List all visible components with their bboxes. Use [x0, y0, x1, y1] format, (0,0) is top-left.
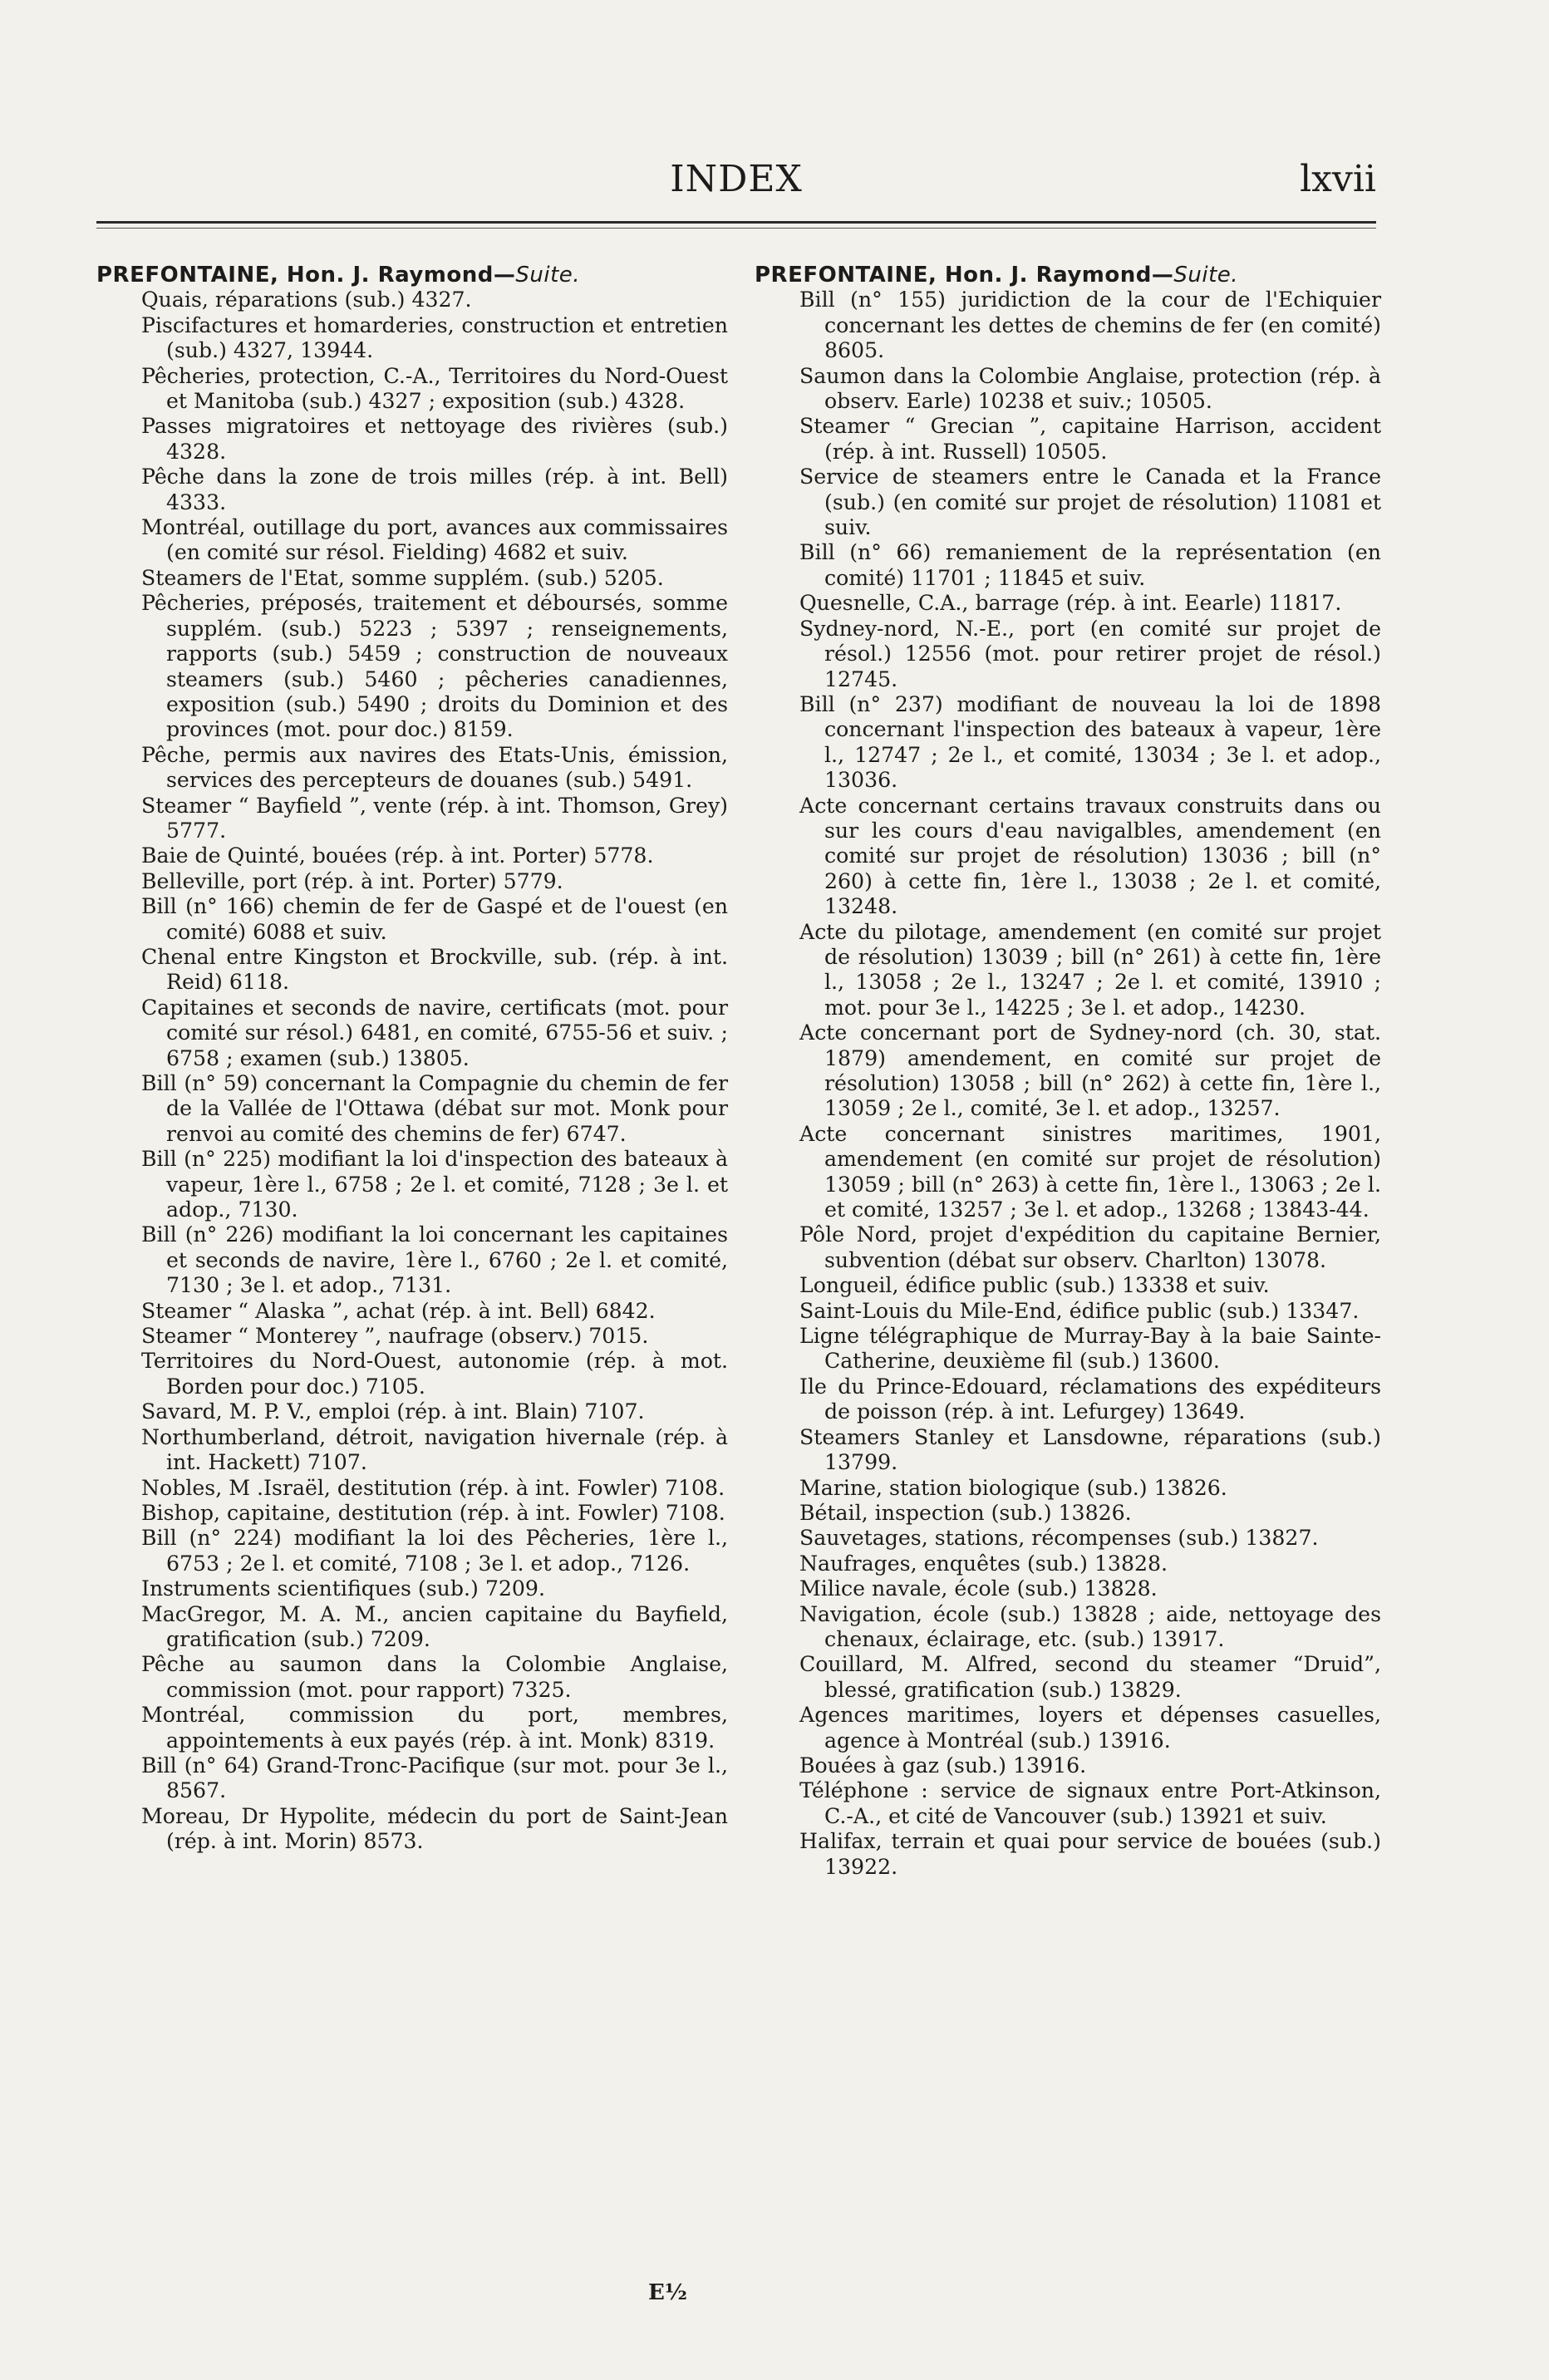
index-entry: Pôle Nord, projet d'expédition du capitaine Bernier, subvention (débat sur observ. Charlton) 13078.: [799, 1222, 1381, 1272]
index-entry: Steamer “ Monterey ”, naufrage (observ.) 7015.: [141, 1324, 649, 1349]
right-heading-name: PREFONTAINE, Hon. J. Raymond—: [755, 263, 1174, 288]
index-entry: MacGregor, M. A. M., ancien capitaine du Bayfield, gratification (sub.) 7209.: [141, 1601, 728, 1651]
index-entry: Halifax, terrain et quai pour service de bouées (sub.) 13922.: [799, 1829, 1381, 1879]
index-entry: Bill (n° 64) Grand-Tronc-Pacifique (sur mot. pour 3e l., 8567.: [141, 1753, 728, 1803]
index-entry: Saint-Louis du Mile-End, édifice public (sub.) 13347.: [799, 1298, 1360, 1323]
index-entry: Bill (n° 59) concernant la Compagnie du chemin de fer de la Vallée de l'Ottawa (débat sur mot. Monk pour renvoi au comité des chemins de fer) 6747.: [141, 1071, 728, 1146]
left-column: [96, 263, 728, 1855]
index-entry: Bill (n° 225) modifiant la loi d'inspection des bateaux à vapeur, 1ère l., 6758 ; 2e l. et comité, 7128 ; 3e l. et adop., 7130.: [141, 1147, 728, 1222]
index-entry: Longueil, édifice public (sub.) 13338 et suiv.: [799, 1273, 1270, 1298]
index-entry: Northumberland, détroit, navigation hivernale (rép. à int. Hackett) 7107.: [141, 1424, 728, 1475]
index-entry: Steamer “ Bayfield ”, vente (rép. à int. Thomson, Grey) 5777.: [141, 793, 728, 843]
page-title: INDEX: [670, 158, 803, 200]
index-entry: Sauvetages, stations, récompenses (sub.) 13827.: [799, 1526, 1319, 1551]
index-entry: Pêche dans la zone de trois milles (rép. à int. Bell) 4333.: [141, 465, 728, 514]
index-entry: Nobles, M .Israël, destitution (rép. à int. Fowler) 7108.: [141, 1475, 725, 1500]
index-entry: Steamers Stanley et Lansdowne, réparations (sub.) 13799.: [799, 1424, 1381, 1475]
index-entry: Service de steamers entre le Canada et la France (sub.) (en comité sur projet de résolution) 11081 et suiv.: [799, 465, 1381, 540]
header-rule: [96, 221, 1376, 224]
index-entry: Acte concernant sinistres maritimes, 1901, amendement (en comité sur projet de résolution) 13059 ; bill (n° 263) à cette fin, 1ère l., 13063 ; 2e l. et comité, 13257 ; 3e l. et adop., 13268 ; 13843-44.: [799, 1121, 1381, 1222]
index-entry: Steamer “ Grecian ”, capitaine Harrison, accident (rép. à int. Russell) 10505.: [799, 414, 1381, 464]
index-entry: Bill (n° 166) chemin de fer de Gaspé et de l'ouest (en comité) 6088 et suiv.: [141, 894, 728, 944]
index-entry: Naufrages, enquêtes (sub.) 13828.: [799, 1551, 1168, 1576]
index-entry: Instruments scientifiques (sub.) 7209.: [141, 1576, 545, 1601]
index-entry: Saumon dans la Colombie Anglaise, protection (rép. à observ. Earle) 10238 et suiv.; 10505.: [799, 363, 1381, 414]
index-entry: Steamer “ Alaska ”, achat (rép. à int. Bell) 6842.: [141, 1298, 656, 1323]
index-entry: Bill (n° 237) modifiant de nouveau la loi de 1898 concernant l'inspection des bateaux à vapeur, 1ère l., 12747 ; 2e l., et comité, 13034 ; 3e l. et adop., 13036.: [799, 691, 1381, 793]
index-entry: Pêcheries, préposés, traitement et déboursés, somme supplém. (sub.) 5223 ; 5397 ; renseignements, rapports (sub.) 5459 ; construction de nouveaux steamers (sub.) 5460 ; pêcheries canadiennes, exposition (sub.) 5490 ; droits du Dominion et des provinces (mot. pour doc.) 8159.: [141, 591, 728, 742]
index-entry: Piscifactures et homarderies, construction et entretien (sub.) 4327, 13944.: [141, 312, 728, 363]
left-column-heading: [96, 263, 728, 288]
header-rule-thin: [96, 228, 1376, 229]
left-heading-suite: Suite.: [515, 263, 581, 288]
index-entry: Acte concernant certains travaux construits dans ou sur les cours d'eau navigalbles, amendement (en comité sur projet de résolution) 13036 ; bill (n° 260) à cette fin, 1ère l., 13038 ; 2e l. et comité, 13248.: [799, 793, 1381, 919]
index-entry: Acte du pilotage, amendement (en comité sur projet de résolution) 13039 ; bill (n° 261) à cette fin, 1ère l., 13058 ; 2e l., 13247 ; 2e l. et comité, 13910 ; mot. pour 3e l., 14225 ; 3e l. et adop., 14230.: [799, 919, 1381, 1020]
page-number: lxvii: [1300, 158, 1376, 200]
signature-mark: E½: [648, 2280, 687, 2305]
index-entry: Capitaines et seconds de navire, certificats (mot. pour comité sur résol.) 6481, en comité, 6755-56 et suiv. ; 6758 ; examen (sub.) 13805.: [141, 995, 728, 1070]
index-entry: Quais, réparations (sub.) 4327.: [141, 288, 472, 312]
index-entry: Pêcheries, protection, C.-A., Territoires du Nord-Ouest et Manitoba (sub.) 4327 ; exposition (sub.) 4328.: [141, 363, 728, 414]
right-heading-suite: Suite.: [1173, 263, 1239, 288]
index-entry: Milice navale, école (sub.) 13828.: [799, 1576, 1158, 1601]
index-entry: Savard, M. P. V., emploi (rép. à int. Blain) 7107.: [141, 1399, 645, 1424]
index-entry: Baie de Quinté, bouées (rép. à int. Porter) 5778.: [141, 843, 654, 868]
index-entry: Pêche, permis aux navires des Etats-Unis, émission, services des percepteurs de douanes (sub.) 5491.: [141, 742, 728, 793]
index-entry: Téléphone : service de signaux entre Port-Atkinson, C.-A., et cité de Vancouver (sub.) 13921 et suiv.: [799, 1778, 1381, 1828]
index-entry: Pêche au saumon dans la Colombie Anglaise, commission (mot. pour rapport) 7325.: [141, 1652, 728, 1702]
right-column-heading: [755, 263, 1381, 288]
index-entry: Sydney-nord, N.-E., port (en comité sur projet de résol.) 12556 (mot. pour retirer projet de résol.) 12745.: [799, 616, 1381, 691]
index-entry: Bétail, inspection (sub.) 13826.: [799, 1500, 1132, 1525]
index-entry: Navigation, école (sub.) 13828 ; aide, nettoyage des chenaux, éclairage, etc. (sub.) 13917.: [799, 1601, 1381, 1651]
left-heading-name: PREFONTAINE, Hon. J. Raymond—: [96, 263, 516, 288]
index-entry: Territoires du Nord-Ouest, autonomie (rép. à mot. Borden pour doc.) 7105.: [141, 1349, 728, 1399]
index-entry: Marine, station biologique (sub.) 13826.: [799, 1475, 1227, 1500]
index-entry: Montréal, outillage du port, avances aux commissaires (en comité sur résol. Fielding) 4682 et suiv.: [141, 515, 728, 565]
index-entry: Montréal, commission du port, membres, appointements à eux payés (rép. à int. Monk) 8319.: [141, 1703, 728, 1753]
index-entry: Agences maritimes, loyers et dépenses casuelles, agence à Montréal (sub.) 13916.: [799, 1703, 1381, 1753]
right-column: [755, 263, 1381, 1880]
index-entry: Couillard, M. Alfred, second du steamer “Druid”, blessé, gratification (sub.) 13829.: [799, 1652, 1381, 1702]
index-entry: Bouées à gaz (sub.) 13916.: [799, 1753, 1087, 1778]
index-entry: Ligne télégraphique de Murray-Bay à la baie Sainte-Catherine, deuxième fil (sub.) 13600.: [799, 1324, 1381, 1374]
page-header: [96, 158, 1376, 233]
index-entry: Passes migratoires et nettoyage des rivières (sub.) 4328.: [141, 414, 728, 464]
index-entry: Acte concernant port de Sydney-nord (ch. 30, stat. 1879) amendement, en comité sur projet de résolution) 13058 ; bill (n° 262) à cette fin, 1ère l., 13059 ; 2e l., comité, 3e l. et adop., 13257.: [799, 1020, 1381, 1121]
index-entry: Belleville, port (rép. à int. Porter) 5779.: [141, 868, 563, 893]
index-entry: Bill (n° 226) modifiant la loi concernant les capitaines et seconds de navire, 1ère l., 6760 ; 2e l. et comité, 7130 ; 3e l. et adop., 7131.: [141, 1222, 728, 1298]
index-entry: Bill (n° 224) modifiant la loi des Pêcheries, 1ère l., 6753 ; 2e l. et comité, 7108 ; 3e l. et adop., 7126.: [141, 1526, 728, 1576]
index-entry: Bill (n° 66) remaniement de la représentation (en comité) 11701 ; 11845 et suiv.: [799, 540, 1381, 590]
index-entry: Moreau, Dr Hypolite, médecin du port de Saint-Jean (rép. à int. Morin) 8573.: [141, 1803, 728, 1854]
index-entry: Bill (n° 155) juridiction de la cour de l'Echiquier concernant les dettes de chemins de fer (en comité) 8605.: [799, 288, 1381, 363]
index-entry: Bishop, capitaine, destitution (rép. à int. Fowler) 7108.: [141, 1500, 725, 1525]
index-entry: Steamers de l'Etat, somme supplém. (sub.) 5205.: [141, 565, 664, 590]
index-entry: Quesnelle, C.A., barrage (rép. à int. Eearle) 11817.: [799, 591, 1342, 616]
index-entry: Ile du Prince-Edouard, réclamations des expéditeurs de poisson (rép. à int. Lefurgey) 13649.: [799, 1374, 1381, 1424]
index-entry: Chenal entre Kingston et Brockville, sub. (rép. à int. Reid) 6118.: [141, 944, 728, 995]
